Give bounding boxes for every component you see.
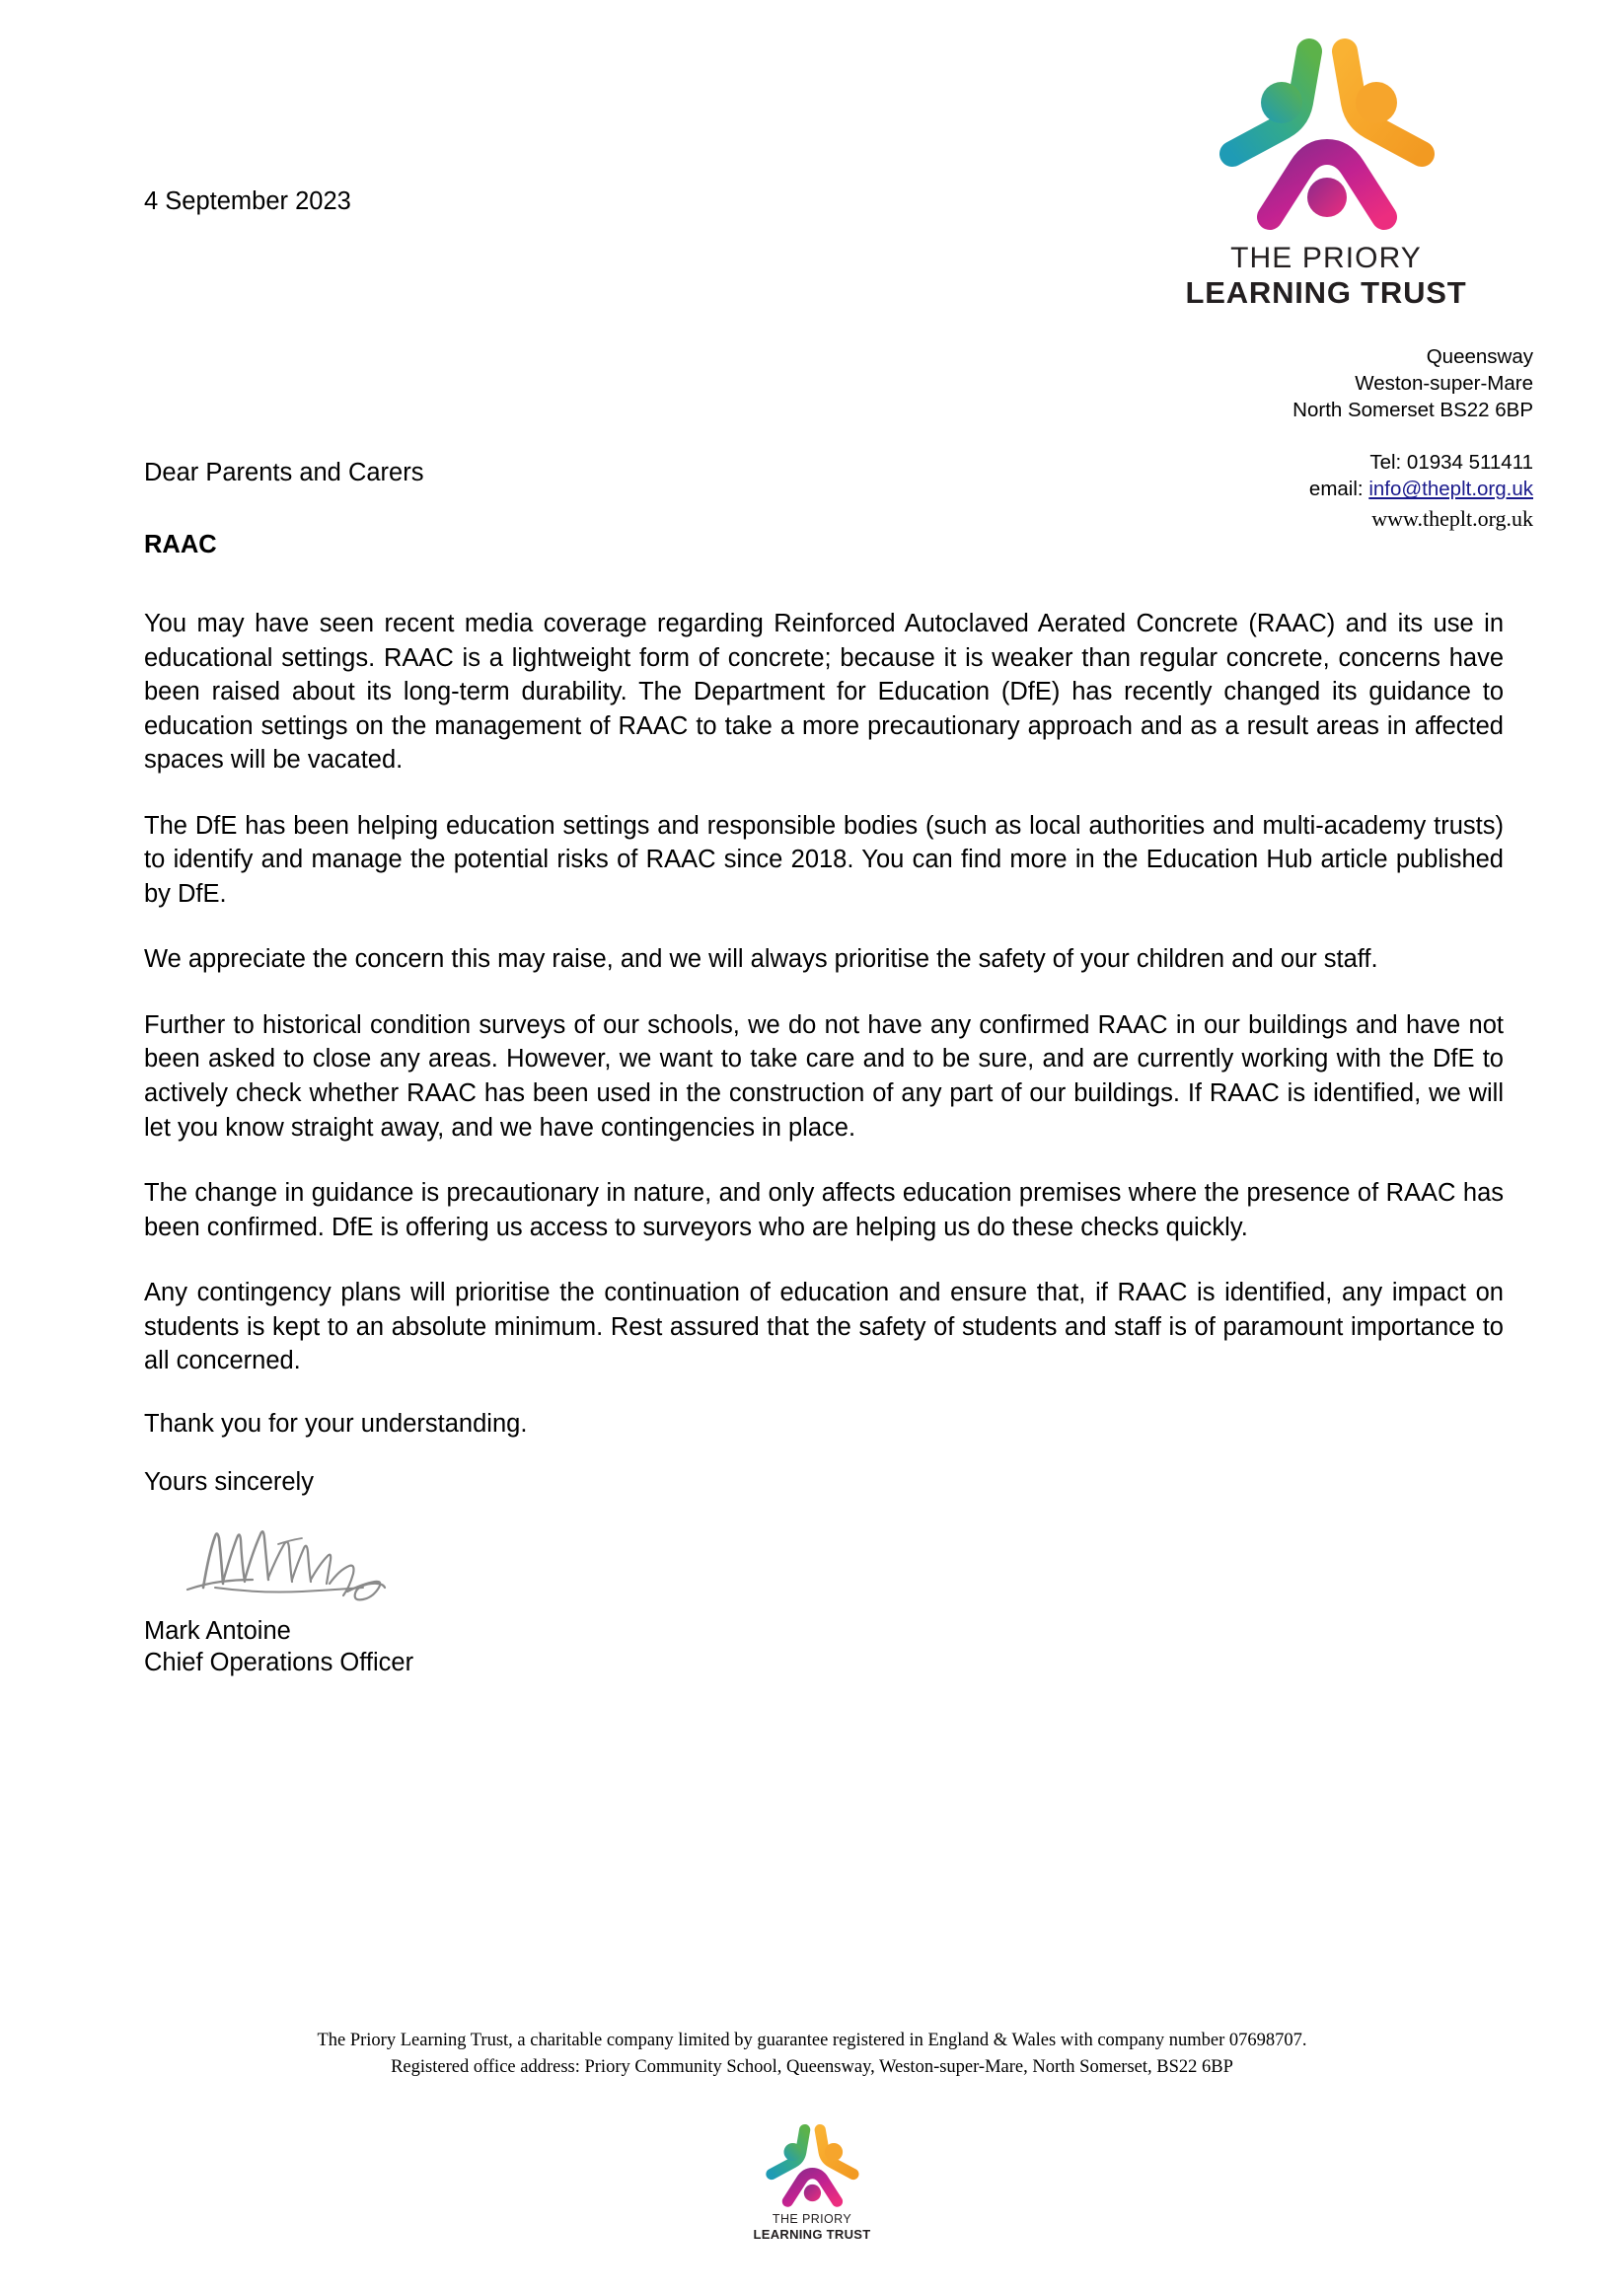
email-label: email: <box>1308 478 1369 501</box>
subject-heading: RAAC <box>144 531 217 558</box>
trust-logo-icon <box>759 2119 865 2210</box>
signer-name: Mark Antoine <box>144 1616 291 1645</box>
letterhead-wordmark <box>1119 241 1533 312</box>
footer-wordmark-line-1: THE PRIORY <box>772 2212 852 2226</box>
website-line: www.theplt.org.uk <box>1371 505 1533 531</box>
salutation: Dear Parents and Carers <box>144 459 424 486</box>
body-paragraph: The DfE has been helping education settings and responsible bodies (such as local authorities and multi-academy trusts) to identify and manage the potential risks of RAAC since 2018. You can find more in the Education Hub article published by DfE. <box>144 811 1504 908</box>
signer-title: Chief Operations Officer <box>144 1648 414 1676</box>
footer-legal <box>0 2028 1624 2081</box>
address-line-1: Queensway <box>1426 345 1533 368</box>
body-paragraph: Further to historical condition surveys of our schools, we do not have any confirmed RAAC in our buildings and have not been asked to close any areas. However, we want to take care and to be sure, and are currently working with the DfE to actively check whether RAAC has been used in the construction of any part of our buildings. If RAAC is identified, we will let you know straight away, and we have contingencies in place. <box>144 1010 1504 1142</box>
footer-logo <box>733 2119 891 2243</box>
email-link[interactable]: info@theplt.org.uk <box>1368 478 1533 501</box>
signer-block <box>144 1615 1504 1678</box>
wordmark-line-2: LEARNING TRUST <box>1185 275 1467 311</box>
address-line-3: North Somerset BS22 6BP <box>1292 399 1533 422</box>
body-paragraph: Any contingency plans will prioritise the continuation of education and ensure that, if RAAC is identified, any impact on students is kept to an absolute minimum. Rest assured that the safety of students and staff is of paramount importance to all concerned. <box>144 1279 1504 1375</box>
address-line-2: Weston-super-Mare <box>1355 372 1533 396</box>
body-paragraph: We appreciate the concern this may raise, and we will always prioritise the safety of your children and our staff. <box>144 945 1378 974</box>
letter-date: 4 September 2023 <box>144 187 351 215</box>
footer-legal-line-2: Registered office address: Priory Community School, Queensway, Weston-super-Mare, North Somerset, BS22 6BP <box>391 2056 1233 2077</box>
wordmark-line-1: THE PRIORY <box>1230 242 1422 274</box>
signature-image <box>180 1518 446 1609</box>
signoff-line: Yours sincerely <box>144 1467 314 1496</box>
trust-logo-icon <box>1203 28 1449 237</box>
closing-line: Thank you for your understanding. <box>144 1409 528 1438</box>
body-paragraph: You may have seen recent media coverage regarding Reinforced Autoclaved Aerated Concrete (RAAC) and its use in educational settings. RAAC is a lightweight form of concrete; because it is weaker than regular concrete, concerns have been raised about its long-term durability. The Department for Education (DfE) has recently changed its guidance to education settings on the management of RAAC to take a more precautionary approach and as a result areas in affected spaces will be vacated. <box>144 610 1504 775</box>
body-paragraph: The change in guidance is precautionary in nature, and only affects education premises where the presence of RAAC has been confirmed. DfE is offering us access to surveyors who are helping us do these checks quickly. <box>144 1179 1504 1241</box>
footer-wordmark <box>733 2212 891 2243</box>
letterhead <box>1119 28 1533 312</box>
footer-legal-line-1: The Priory Learning Trust, a charitable company limited by guarantee registered in England & Wales with company number 07698707. <box>317 2031 1307 2050</box>
letter-body <box>144 459 1504 1678</box>
address-block <box>1079 343 1533 423</box>
telephone-line: Tel: 01934 511411 <box>1369 451 1533 474</box>
footer-wordmark-line-2: LEARNING TRUST <box>753 2227 871 2242</box>
